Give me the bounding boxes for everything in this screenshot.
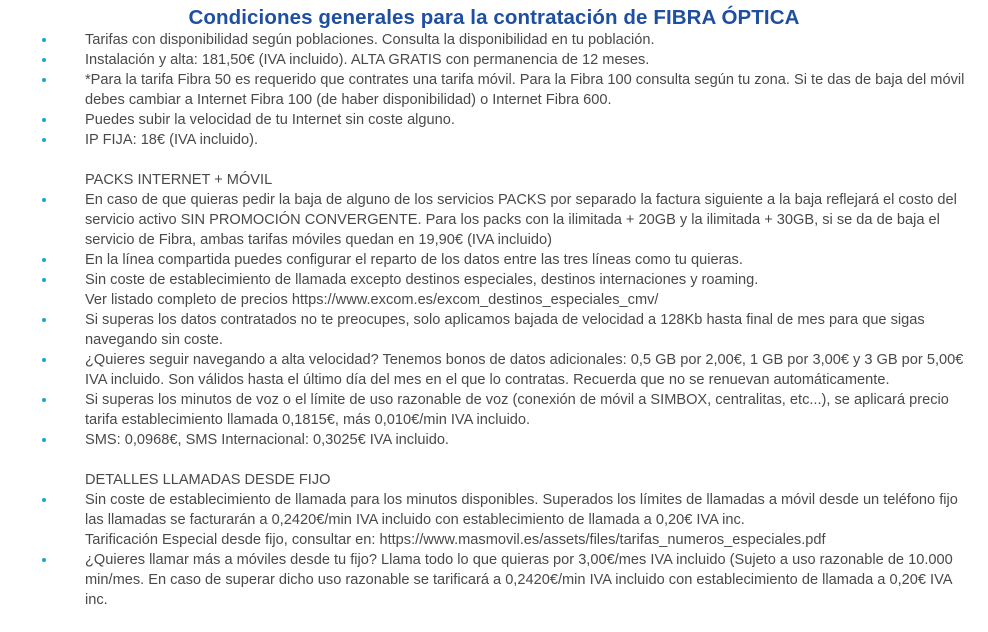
packs-heading: PACKS INTERNET + MÓVIL: [85, 172, 273, 188]
bullet-icon: [42, 558, 46, 562]
bullet-icon: [42, 118, 46, 122]
bullet-icon: [42, 318, 46, 322]
list-item: Puedes subir la velocidad de tu Internet sin coste alguno.: [0, 110, 988, 130]
page-title: Condiciones generales para la contratación de FIBRA ÓPTICA: [188, 6, 800, 29]
list-item: Sin coste de establecimiento de llamada para los minutos disponibles. Superados los límites de llamadas a móvil desde un teléfono fijo las llamadas se facturarán a 0,2420€/min IVA incluido con establecimiento de llamada a 0,20€ IVA inc. Tarificación Especial desde fijo, consultar en: https://www.masmovil.es/assets/files/tarifas_numeros_especiales.pdf: [0, 490, 988, 550]
list-item: Instalación y alta: 181,50€ (IVA incluido). ALTA GRATIS con permanencia de 12 meses.: [0, 50, 988, 70]
bullet-icon: [42, 58, 46, 62]
fibra-list: [0, 30, 988, 150]
bullet-icon: [42, 398, 46, 402]
destinos-link-text: Ver listado completo de precios https://www.excom.es/excom_destinos_especiales_cmv/: [85, 292, 659, 308]
list-item: IP FIJA: 18€ (IVA incluido).: [0, 130, 988, 150]
bullet-icon: [42, 278, 46, 282]
list-item: Si superas los datos contratados no te preocupes, solo aplicamos bajada de velocidad a 128Kb hasta final de mes para que sigas navegando sin coste.: [0, 310, 988, 350]
tarificacion-link-text: Tarificación Especial desde fijo, consultar en: https://www.masmovil.es/assets/files/tarifas_numeros_especiales.pdf: [85, 532, 826, 548]
fijo-heading: DETALLES LLAMADAS DESDE FIJO: [85, 472, 331, 488]
conditions-content: [0, 30, 988, 610]
list-item: Si superas los minutos de voz o el límite de uso razonable de voz (conexión de móvil a SIMBOX, centralitas, etc...), se aplicará precio tarifa establecimiento llamada 0,1815€, más 0,010€/min IVA incluido.: [0, 390, 988, 430]
bullet-icon: [42, 138, 46, 142]
bullet-icon: [42, 198, 46, 202]
bullet-icon: [42, 358, 46, 362]
bullet-icon: [42, 498, 46, 502]
list-item: Tarifas con disponibilidad según poblaciones. Consulta la disponibilidad en tu población.: [0, 30, 988, 50]
bullet-icon: [42, 438, 46, 442]
list-item: Sin coste de establecimiento de llamada excepto destinos especiales, destinos internaciones y roaming. Ver listado completo de precios https://www.excom.es/excom_destinos_especiales_cmv/: [0, 270, 988, 310]
list-item: *Para la tarifa Fibra 50 es requerido que contrates una tarifa móvil. Para la Fibra 100 consulta según tu zona. Si te das de baja del móvil debes cambiar a Internet Fibra 100 (de haber disponibilidad) o Internet Fibra 600.: [0, 70, 988, 110]
bullet-icon: [42, 38, 46, 42]
list-item: En la línea compartida puedes configurar el reparto de los datos entre las tres líneas como tu quieras.: [0, 250, 988, 270]
list-item: En caso de que quieras pedir la baja de alguno de los servicios PACKS por separado la factura siguiente a la baja reflejará el costo del servicio activo SIN PROMOCIÓN CONVERGENTE. Para los packs con la ilimitada + 20GB y la ilimitada + 30GB, si se da de baja el servicio de Fibra, ambas tarifas móviles quedan en 19,90€ (IVA incluido): [0, 190, 988, 250]
list-item: ¿Quieres llamar más a móviles desde tu fijo? Llama todo lo que quieras por 3,00€/mes IVA incluido (Sujeto a uso razonable de 10.000 min/mes. En caso de superar dicho uso razonable se tarificará a 0,2420€/min IVA incluido con establecimiento de llamada a 0,20€ IVA inc.: [0, 550, 988, 610]
list-item: ¿Quieres seguir navegando a alta velocidad? Tenemos bonos de datos adicionales: 0,5 GB por 2,00€, 1 GB por 3,00€ y 3 GB por 5,00€ IVA incluido. Son válidos hasta el último día del mes en el que lo contratas. Recuerda que no se renuevan automáticamente.: [0, 350, 988, 390]
list-item: SMS: 0,0968€, SMS Internacional: 0,3025€ IVA incluido.: [0, 430, 988, 450]
fijo-list: [0, 490, 988, 610]
packs-list: [0, 190, 988, 450]
bullet-icon: [42, 78, 46, 82]
bullet-icon: [42, 258, 46, 262]
